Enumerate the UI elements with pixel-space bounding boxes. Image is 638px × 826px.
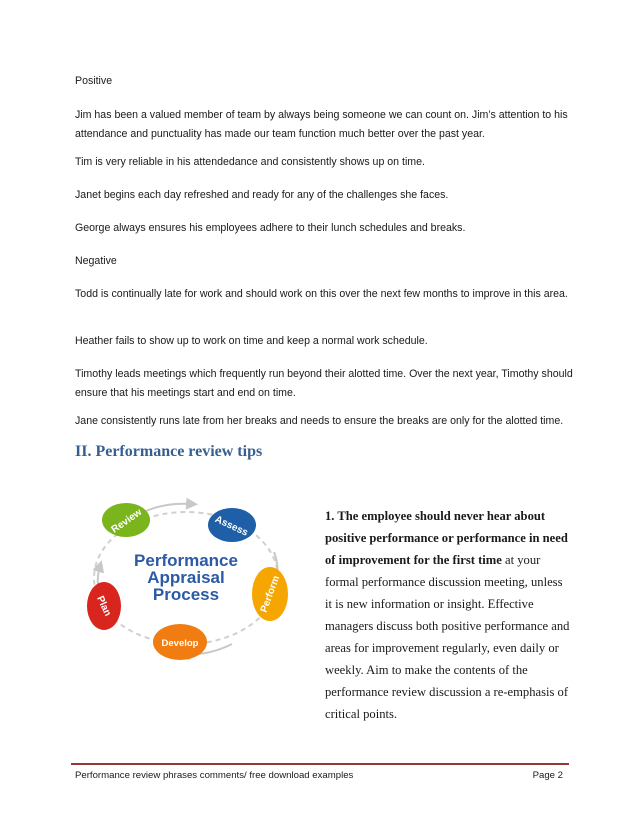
- paragraph-heather: Heather fails to show up to work on time and keep a normal work schedule.: [75, 335, 428, 347]
- stage-review-label: Review: [109, 506, 145, 536]
- positive-heading: Positive: [75, 75, 113, 87]
- paragraph-jane: Jane consistently runs late from her breaks and needs to ensure the breaks are only for the alotted time.: [75, 415, 564, 427]
- diagram-title-line1: Performance: [134, 551, 238, 570]
- tip-normal-text: at your formal performance discussion meeting, unless it is new information or insight. Effective managers discuss both positive performance and areas for improvement regularly, even daily or weekly. Aim to make the contents of the performance review discussion a re-emphasis of critical points.: [325, 553, 570, 721]
- footer-rule: [71, 763, 569, 765]
- stage-assess-label: Assess: [213, 513, 250, 539]
- tip-bold-text: 1. The employee should never hear about positive performance or performance in need of improvement for the first time: [325, 509, 568, 567]
- stage-perform-label: Perform: [258, 574, 283, 615]
- paragraph-george: George always ensures his employees adhere to their lunch schedules and breaks.: [75, 222, 466, 234]
- paragraph-tim: Tim is very reliable in his attendedance and consistently shows up on time.: [75, 156, 425, 168]
- negative-heading: Negative: [75, 255, 117, 267]
- stage-plan-label: Plan: [94, 594, 113, 619]
- stage-assess-badge: [208, 508, 256, 542]
- stage-plan-badge: [87, 582, 121, 630]
- paragraph-janet: Janet begins each day refreshed and ready for any of the challenges she faces.: [75, 189, 449, 201]
- stage-perform-badge: [252, 567, 288, 621]
- tip-paragraph: [325, 505, 570, 725]
- stage-review-badge: [102, 503, 150, 537]
- paragraph-todd: Todd is continually late for work and should work on this over the next few months to improve in this area.: [75, 288, 568, 300]
- page-number: Page 2: [532, 770, 563, 781]
- stage-develop-label: Develop: [161, 638, 199, 649]
- section-title: II. Performance review tips: [75, 443, 263, 460]
- paragraph-jim: Jim has been a valued member of team by always being someone we can count on. Jim’s attention to his attendance and punctuality has made our team function much better over the past year.: [75, 109, 568, 140]
- stage-develop-badge: [153, 624, 207, 660]
- footer-left-text: Performance review phrases comments/ free download examples: [75, 770, 354, 781]
- diagram-title-line3: Process: [152, 585, 220, 604]
- paragraph-timothy: Timothy leads meetings which frequently run beyond their alotted time. Over the next year, Timothy should ensure that his meetings start and end on time.: [75, 368, 573, 399]
- performance-appraisal-diagram: [82, 496, 294, 666]
- diagram-title-line2: Appraisal: [147, 568, 225, 587]
